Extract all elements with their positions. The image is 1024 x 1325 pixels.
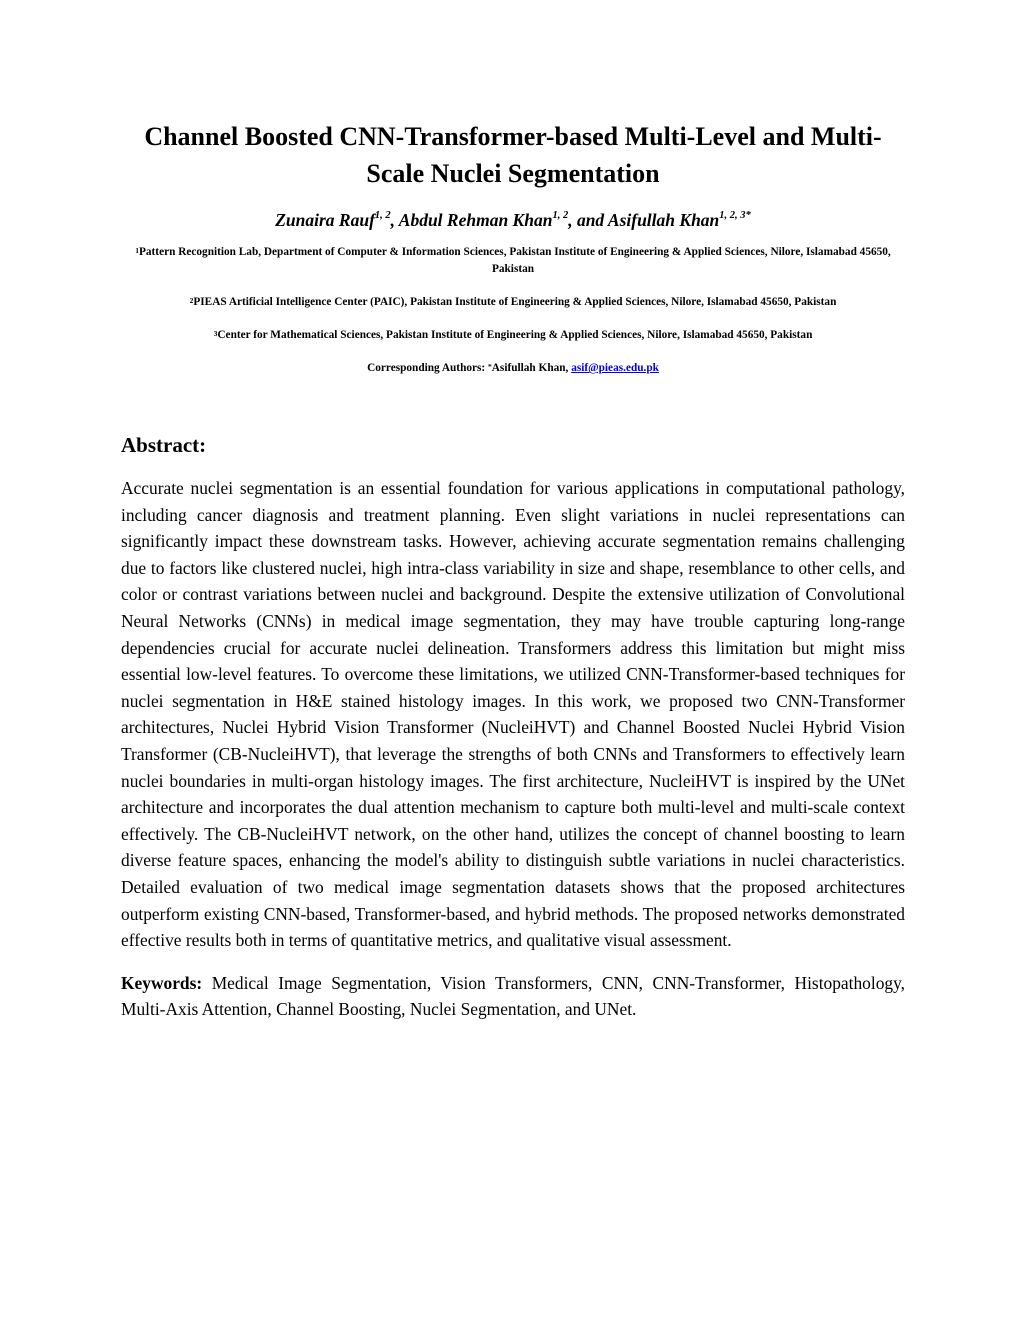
author-separator: , and [568,210,608,230]
author-separator: , [390,210,399,230]
affiliation-number: 2 [189,296,194,305]
corresponding-label: Corresponding Authors: [367,362,489,374]
corresponding-email-link[interactable]: asif@pieas.edu.pk [571,362,659,374]
affiliation-text: Pattern Recognition Lab, Department of Computer & Information Sciences, Pakistan Institute of Engineering & Applied Sciences, Nilore, Islamabad 45650, Pakistan [139,246,891,275]
keywords-paragraph [121,970,905,1023]
keywords-text: Medical Image Segmentation, Vision Transformers, CNN, CNN-Transformer, Histopathology, Multi-Axis Attention, Channel Boosting, Nuclei Segmentation, and UNet. [121,972,905,1020]
abstract-paragraph: Accurate nuclei segmentation is an essential foundation for various applications in computational pathology, including cancer diagnosis and treatment planning. Even slight variations in nuclei representations can significantly impact these downstream tasks. However, achieving accurate segmentation remains challenging due to factors like clustered nuclei, high intra-class variability in size and shape, resemblance to other cells, and color or contrast variations between nuclei and background. Despite the extensive utilization of Convolutional Neural Networks (CNNs) in medical image segmentation, they may have trouble capturing long-range dependencies crucial for accurate nuclei delineation. Transformers address this limitation but might miss essential low-level features. To overcome these limitations, we utilized CNN-Transformer-based techniques for nuclei segmentation in H&E stained histology images. In this work, we proposed two CNN-Transformer architectures, Nuclei Hybrid Vision Transformer (NucleiHVT) and Channel Boosted Nuclei Hybrid Vision Transformer (CB-NucleiHVT), that leverage the strengths of both CNNs and Transformers to effectively learn nuclei boundaries in multi-organ histology images. The first architecture, NucleiHVT is inspired by the UNet architecture and incorporates the dual attention mechanism to capture both multi-level and multi-scale context effectively. The CB-NucleiHVT network, on the other hand, utilizes the concept of channel boosting to learn diverse feature spaces, enhancing the model's ability to distinguish subtle variations in nuclei characteristics. Detailed evaluation of two medical image segmentation datasets shows that the proposed architectures outperform existing CNN-based, Transformer-based, and hybrid methods. The proposed networks demonstrated effective results both in terms of quantitative metrics, and qualitative visual assessment. [121,478,905,951]
affiliation-number: 1 [135,246,139,255]
affiliation [121,294,905,311]
author-affiliation-mark: 1, 2, 3* [719,210,751,221]
author-name: Asifullah Khan [607,210,720,230]
affiliation-number: 3 [213,329,218,338]
author-name: Abdul Rehman Khan [398,210,553,230]
corresponding-author [121,360,905,377]
paper-title: Channel Boosted CNN-Transformer-based Multi-Level and Multi-Scale Nuclei Segmentation [144,122,882,188]
paper-page [121,118,905,1023]
corresponding-mark: * [488,362,492,371]
affiliation [121,327,905,344]
keywords-label: Keywords: [121,972,203,993]
affiliation-text: Center for Mathematical Sciences, Pakistan Institute of Engineering & Applied Sciences, Nilore, Islamabad 45650, Pakistan [217,329,813,341]
affiliation-text: PIEAS Artificial Intelligence Center (PAIC), Pakistan Institute of Engineering & Applied Sciences, Nilore, Islamabad 45650, Pakistan [193,296,837,308]
affiliation [121,244,905,278]
author-list [121,208,905,232]
author-name: Zunaira Rauf [275,210,375,230]
author-affiliation-mark: 1, 2 [374,210,391,221]
corresponding-name: Asifullah Khan, [491,362,572,374]
author-affiliation-mark: 1, 2 [552,210,569,221]
abstract-heading: Abstract: [121,433,207,457]
